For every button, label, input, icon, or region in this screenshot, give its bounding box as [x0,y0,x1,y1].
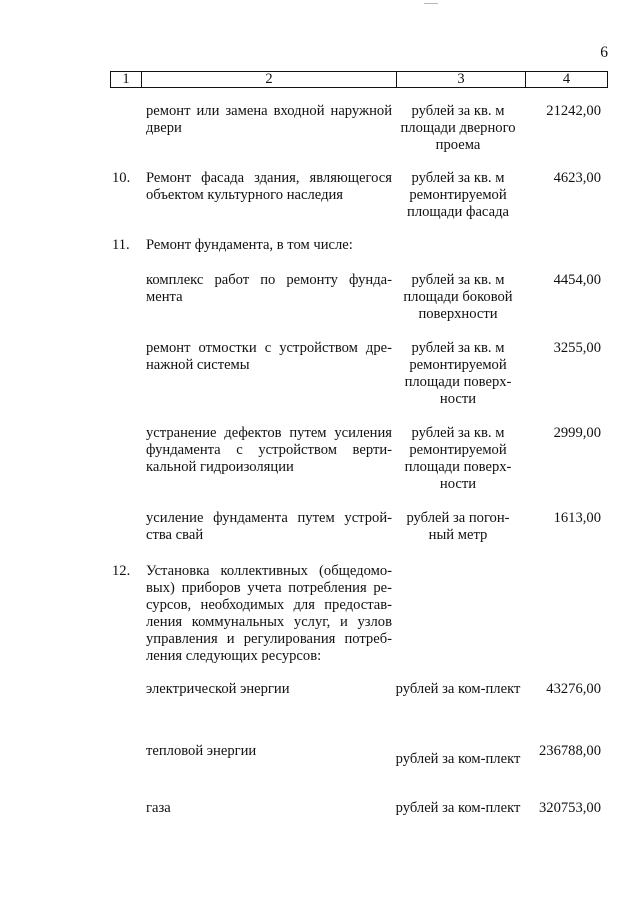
row-description: ремонт или замена входной наружной двери [146,103,392,136]
row-description: устранение дефектов путем усиления фундамента с устройством верти-кальной гидроизоляции [146,425,392,475]
row-unit: рублей за кв. м площади боковой поверхности [403,272,513,322]
row-description: Установка коллективных (общедомо-вых) приборов учета потребления ре-сурсов, необходимых для предостав-ления коммунальных услуг, и узлов управления и регулирования потреб-ления следующих ресурсов: [146,563,392,664]
header-col-1: 1 [111,72,142,87]
row-price: 4454,00 [553,272,601,288]
row-unit: рублей за кв. м ремонтируемой площади поверх-ности [404,340,512,407]
header-col-2: 2 [142,72,397,87]
row-description: газа [146,800,171,816]
row-price: 236788,00 [538,743,601,759]
row-unit: рублей за кв. м площади дверного проема [400,103,516,153]
row-unit: рублей за ком-плект [395,800,521,816]
row-unit: рублей за ком-плект [395,681,521,697]
page-number: 6 [600,44,608,61]
top-edge-mark [424,3,438,4]
row-unit: рублей за кв. м ремонтируемой площади поверх-ности [404,425,512,492]
row-description: электрической энергии [146,681,290,697]
row-price: 2999,00 [553,425,601,441]
row-number: 10. [112,170,131,186]
row-description: Ремонт фундамента, в том числе: [146,237,353,253]
row-unit: рублей за ком-плект [395,751,521,767]
header-col-4: 4 [562,71,571,87]
row-price: 43276,00 [546,681,601,697]
table-header [110,71,608,88]
row-number: 11. [112,237,130,253]
row-price: 4623,00 [553,170,601,186]
row-price: 21242,00 [546,103,601,119]
row-price: 1613,00 [553,510,601,526]
row-unit: рублей за кв. м ремонтируемой площади фасада [407,170,509,220]
row-price: 320753,00 [538,800,601,816]
row-description: ремонт отмостки с устройством дре-нажной системы [146,340,392,373]
row-description: комплекс работ по ремонту фунда-мента [146,272,392,305]
header-col-3: 3 [397,72,526,87]
row-description: тепловой энергии [146,743,257,759]
row-description: Ремонт фасада здания, являющегося объектом культурного наследия [146,170,392,203]
row-number: 12. [112,563,131,579]
row-description: усиление фундамента путем устрой-ства свай [146,510,392,543]
row-unit: рублей за погон-ный метр [406,510,510,543]
row-price: 3255,00 [553,340,601,356]
